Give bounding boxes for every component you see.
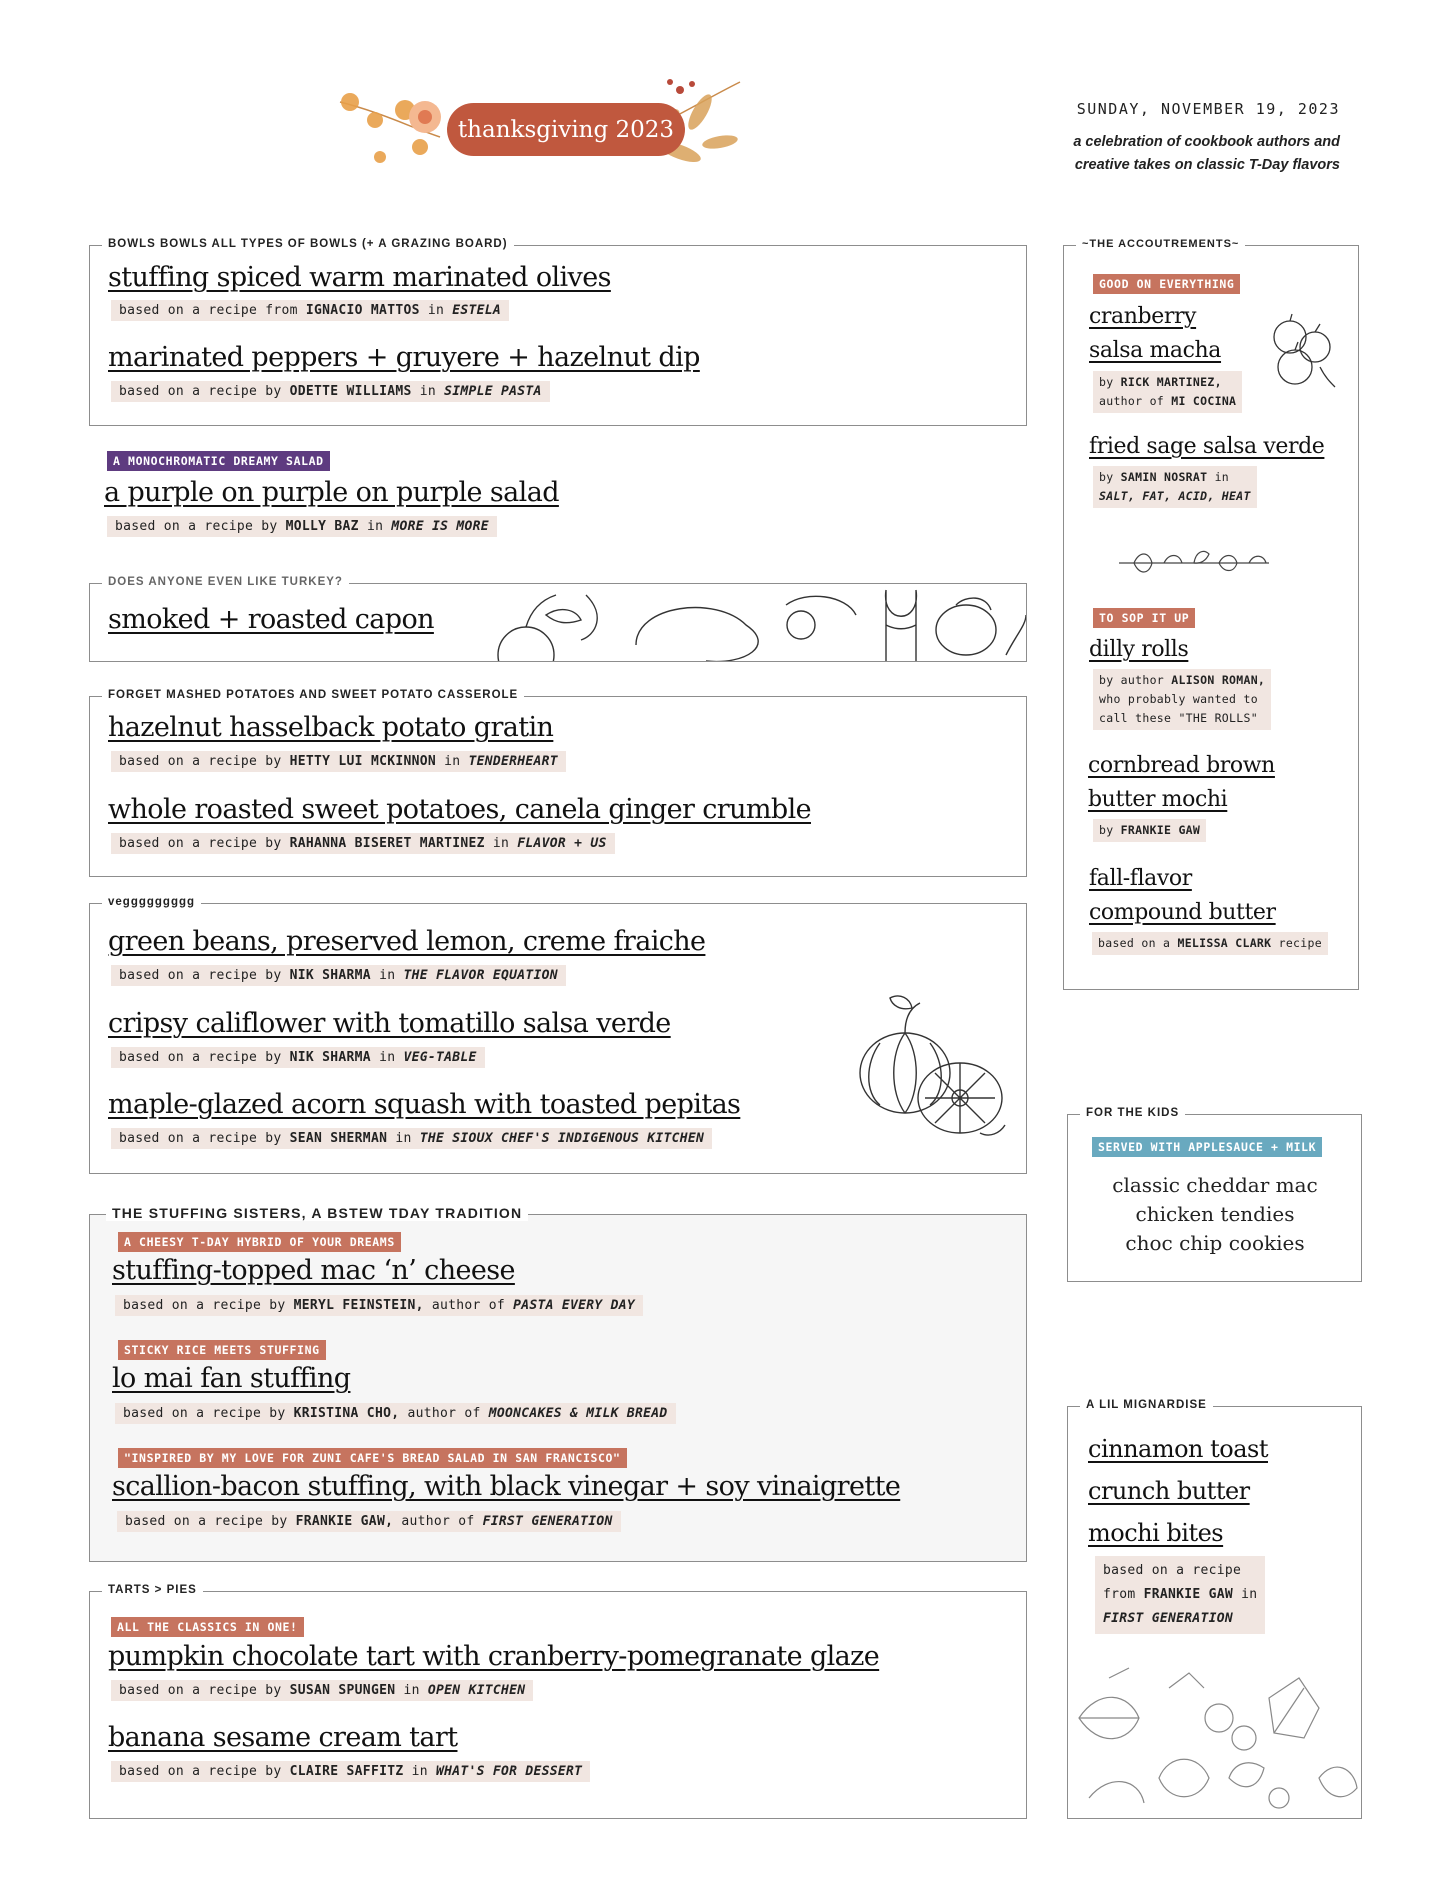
kids-badge: SERVED WITH APPLESAUCE + MILK [1092,1137,1322,1157]
potatoes-section-label: FORGET MASHED POTATOES AND SWEET POTATO CASSEROLE [102,689,524,701]
autumn-leaves-illustration [1069,1658,1361,1818]
kids-item-cookies: choc chip cookies [1125,1231,1305,1255]
credit-hasselback-gratin: based on a recipe by HETTY LUI MCKINNON in TENDERHEART [111,751,566,772]
credit-compound-butter: based on a MELISSA CLARK recipe [1092,932,1328,955]
dish-dilly-rolls: dilly rolls [1089,637,1189,662]
credit-califlower: based on a recipe by NIK SHARMA in VEG-TABLE [111,1047,485,1068]
dish-green-beans: green beans, preserved lemon, creme fraiche [108,926,706,957]
dish-lo-mai-fan: lo mai fan stuffing [112,1363,351,1394]
dish-pumpkin-tart: pumpkin chocolate tart with cranberry-pomegranate glaze [108,1641,880,1672]
credit-cornbread-butter-mochi: by FRANKIE GAW [1093,819,1206,842]
tarts-section-label: TARTS > PIES [102,1584,203,1596]
kids-section-label: FOR THE KIDS [1080,1107,1185,1119]
credit-sweet-potatoes: based on a recipe by RAHANNA BISERET MARTINEZ in FLAVOR + US [111,833,615,854]
dish-peppers-dip: marinated peppers + gruyere + hazelnut dip [108,342,700,373]
credit-purple-salad: based on a recipe by MOLLY BAZ in MORE IS MORE [107,516,497,537]
credit-dilly-rolls: by author ALISON ROMAN, who probably wanted to call these "THE ROLLS" [1093,669,1271,730]
event-tagline [1030,131,1340,177]
credit-pumpkin-tart: based on a recipe by SUSAN SPUNGEN in OPEN KITCHEN [111,1680,533,1701]
dish-hasselback-gratin: hazelnut hasselback potato gratin [108,712,554,743]
stuffing-badge-1: A CHEESY T-DAY HYBRID OF YOUR DREAMS [118,1232,401,1252]
capon-illustration [486,585,1026,661]
accoutrements-badge-1: GOOD ON EVERYTHING [1093,274,1240,294]
stuffing-badge-3: "INSPIRED BY MY LOVE FOR ZUNI CAFE'S BREAD SALAD IN SAN FRANCISCO" [118,1448,627,1468]
bowls-section-label: BOWLS BOWLS ALL TYPES OF BOWLS (+ A GRAZING BOARD) [102,238,514,250]
credit-peppers-dip: based on a recipe by ODETTE WILLIAMS in SIMPLE PASTA [111,381,550,402]
dish-acorn-squash: maple-glazed acorn squash with toasted pepitas [108,1089,741,1120]
dish-purple-salad: a purple on purple on purple salad [104,477,559,508]
credit-cinnamon-toast-mochi: based on a recipe from FRANKIE GAW in FIRST GENERATION [1095,1556,1265,1634]
credit-marinated-olives: based on a recipe from IGNACIO MATTOS in ESTELA [111,300,509,321]
dish-cinnamon-toast-mochi: cinnamon toast crunch butter mochi bites [1088,1435,1268,1547]
tagline-line-2: creative takes on classic T-Day flavors [1074,157,1340,173]
credit-scallion-bacon: based on a recipe by FRANKIE GAW, author of FIRST GENERATION [117,1511,621,1532]
credit-cranberry-salsa-macha: by RICK MARTINEZ, author of MI COCINA [1093,371,1242,413]
cranberry-illustration [1260,312,1340,392]
salad-badge: A MONOCHROMATIC DREAMY SALAD [107,451,330,471]
event-title-badge: thanksgiving 2023 [447,103,685,156]
tagline-line-1: a celebration of cookbook authors and [1073,134,1340,150]
dish-banana-tart: banana sesame cream tart [108,1722,458,1753]
event-date: SUNDAY, NOVEMBER 19, 2023 [1076,100,1340,118]
dish-marinated-olives: stuffing spiced warm marinated olives [108,262,611,293]
dish-fried-sage-salsa-verde: fried sage salsa verde [1089,434,1325,459]
kids-item-mac: classic cheddar mac [1112,1173,1318,1197]
dish-califlower: cripsy califlower with tomatillo salsa verde [108,1008,671,1039]
accoutrements-badge-2: TO SOP IT UP [1093,608,1195,628]
tarts-badge: ALL THE CLASSICS IN ONE! [111,1617,304,1637]
credit-acorn-squash: based on a recipe by SEAN SHERMAN in THE SIOUX CHEF'S INDIGENOUS KITCHEN [111,1128,712,1149]
dish-scallion-bacon: scallion-bacon stuffing, with black vinegar + soy vinaigrette [112,1471,901,1502]
accoutrements-section-label: ~THE ACCOUTREMENTS~ [1076,238,1245,250]
turkey-section-label: DOES ANYONE EVEN LIKE TURKEY? [102,576,349,588]
dish-cornbread-butter-mochi: cornbread brown butter mochi [1088,753,1275,812]
stuffing-section-label: THE STUFFING SISTERS, A BSTEW TDAY TRADITION [106,1205,528,1221]
mignardise-section-label: A LIL MIGNARDISE [1080,1399,1213,1411]
kids-item-tendies: chicken tendies [1135,1202,1295,1226]
dish-compound-butter: fall-flavor compound butter [1089,866,1276,925]
credit-green-beans: based on a recipe by NIK SHARMA in THE FLAVOR EQUATION [111,965,566,986]
credit-fried-sage-salsa-verde: by SAMIN NOSRAT in SALT, FAT, ACID, HEAT [1093,466,1257,508]
stuffing-badge-2: STICKY RICE MEETS STUFFING [118,1340,326,1360]
dish-stuffing-mac: stuffing-topped mac ‘n’ cheese [112,1255,515,1286]
dish-cranberry-salsa-macha: cranberry salsa macha [1089,304,1222,363]
dish-sweet-potatoes: whole roasted sweet potatoes, canela ginger crumble [108,794,811,825]
credit-stuffing-mac: based on a recipe by MERYL FEINSTEIN, author of PASTA EVERY DAY [115,1295,643,1316]
pumpkin-illustration [850,993,1010,1143]
credit-lo-mai-fan: based on a recipe by KRISTINA CHO, author of MOONCAKES & MILK BREAD [115,1403,676,1424]
credit-banana-tart: based on a recipe by CLAIRE SAFFITZ in WHAT'S FOR DESSERT [111,1761,590,1782]
veg-section-label: veggggggggg [102,896,201,908]
dish-capon: smoked + roasted capon [108,604,434,635]
leaf-divider-illustration [1114,546,1274,580]
